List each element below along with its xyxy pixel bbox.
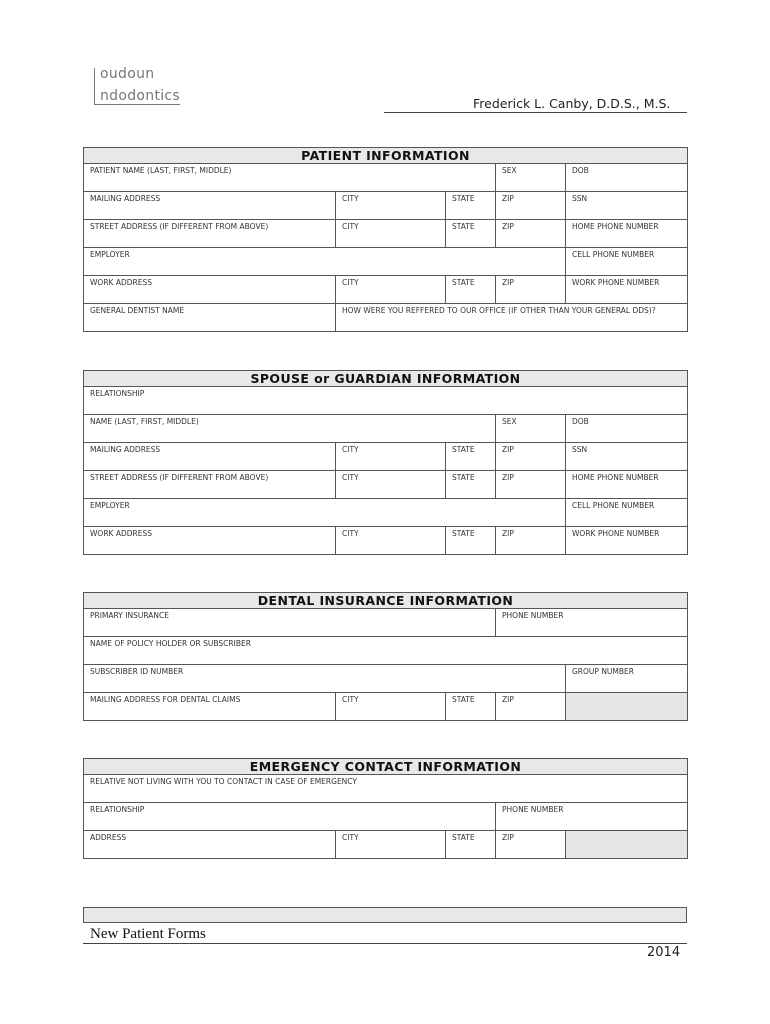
spouse-cell-phone-field[interactable]: CELL PHONE NUMBER bbox=[566, 499, 688, 527]
insurance-phone-field[interactable]: PHONE NUMBER bbox=[496, 609, 688, 637]
emergency-address-field[interactable]: ADDRESS bbox=[84, 831, 336, 859]
spouse-street-state-field[interactable]: STATE bbox=[446, 471, 496, 499]
general-dentist-field[interactable]: GENERAL DENTIST NAME bbox=[84, 304, 336, 332]
patient-street-address-field[interactable]: STREET ADDRESS (IF DIFFERENT FROM ABOVE) bbox=[84, 220, 336, 248]
spouse-relationship-field[interactable]: RELATIONSHIP bbox=[84, 387, 688, 415]
patient-street-zip-field[interactable]: ZIP bbox=[496, 220, 566, 248]
emergency-relative-field[interactable]: RELATIVE NOT LIVING WITH YOU TO CONTACT IN CASE OF EMERGENCY bbox=[84, 775, 688, 803]
section-title-insurance: DENTAL INSURANCE INFORMATION bbox=[84, 593, 688, 609]
primary-insurance-field[interactable]: PRIMARY INSURANCE bbox=[84, 609, 496, 637]
spouse-street-zip-field[interactable]: ZIP bbox=[496, 471, 566, 499]
spouse-work-zip-field[interactable]: ZIP bbox=[496, 527, 566, 555]
spouse-work-city-field[interactable]: CITY bbox=[336, 527, 446, 555]
spouse-guardian-table bbox=[83, 370, 688, 555]
logo-horizontal-bar bbox=[94, 104, 180, 105]
shaded-cell bbox=[566, 831, 688, 859]
dental-insurance-table bbox=[83, 592, 688, 721]
logo-vertical-bar bbox=[94, 68, 95, 104]
patient-work-phone-field[interactable]: WORK PHONE NUMBER bbox=[566, 276, 688, 304]
patient-home-phone-field[interactable]: HOME PHONE NUMBER bbox=[566, 220, 688, 248]
header-rule bbox=[384, 112, 687, 113]
subscriber-id-field[interactable]: SUBSCRIBER ID NUMBER bbox=[84, 665, 566, 693]
group-number-field[interactable]: GROUP NUMBER bbox=[566, 665, 688, 693]
spouse-ssn-field[interactable]: SSN bbox=[566, 443, 688, 471]
emergency-state-field[interactable]: STATE bbox=[446, 831, 496, 859]
logo-text-line1: oudoun bbox=[100, 66, 155, 82]
section-title-emergency: EMERGENCY CONTACT INFORMATION bbox=[84, 759, 688, 775]
patient-street-state-field[interactable]: STATE bbox=[446, 220, 496, 248]
spouse-employer-field[interactable]: EMPLOYER bbox=[84, 499, 566, 527]
emergency-relationship-field[interactable]: RELATIONSHIP bbox=[84, 803, 496, 831]
logo bbox=[92, 66, 202, 108]
spouse-dob-field[interactable]: DOB bbox=[566, 415, 688, 443]
logo-text-line2: ndodontics bbox=[100, 88, 181, 104]
shaded-cell bbox=[566, 693, 688, 721]
doctor-name: Frederick L. Canby, D.D.S., M.S. bbox=[473, 96, 671, 111]
patient-city-field[interactable]: CITY bbox=[336, 192, 446, 220]
spouse-city-field[interactable]: CITY bbox=[336, 443, 446, 471]
emergency-zip-field[interactable]: ZIP bbox=[496, 831, 566, 859]
footer-year: 2014 bbox=[647, 945, 681, 960]
footer-rule bbox=[83, 943, 687, 944]
spouse-work-address-field[interactable]: WORK ADDRESS bbox=[84, 527, 336, 555]
patient-sex-field[interactable]: SEX bbox=[496, 164, 566, 192]
spouse-state-field[interactable]: STATE bbox=[446, 443, 496, 471]
spouse-name-field[interactable]: NAME (LAST, FIRST, MIDDLE) bbox=[84, 415, 496, 443]
emergency-phone-field[interactable]: PHONE NUMBER bbox=[496, 803, 688, 831]
claims-state-field[interactable]: STATE bbox=[446, 693, 496, 721]
spouse-street-city-field[interactable]: CITY bbox=[336, 471, 446, 499]
patient-name-field[interactable]: PATIENT NAME (LAST, FIRST, MIDDLE) bbox=[84, 164, 496, 192]
section-title-patient: PATIENT INFORMATION bbox=[84, 148, 688, 164]
patient-dob-field[interactable]: DOB bbox=[566, 164, 688, 192]
emergency-city-field[interactable]: CITY bbox=[336, 831, 446, 859]
patient-mailing-address-field[interactable]: MAILING ADDRESS bbox=[84, 192, 336, 220]
spouse-street-address-field[interactable]: STREET ADDRESS (IF DIFFERENT FROM ABOVE) bbox=[84, 471, 336, 499]
footer-title: New Patient Forms bbox=[90, 926, 206, 942]
spouse-zip-field[interactable]: ZIP bbox=[496, 443, 566, 471]
patient-ssn-field[interactable]: SSN bbox=[566, 192, 688, 220]
emergency-contact-table bbox=[83, 758, 688, 859]
patient-zip-field[interactable]: ZIP bbox=[496, 192, 566, 220]
section-title-spouse: SPOUSE or GUARDIAN INFORMATION bbox=[84, 371, 688, 387]
claims-city-field[interactable]: CITY bbox=[336, 693, 446, 721]
referral-source-field[interactable]: HOW WERE YOU REFFERED TO OUR OFFICE (IF OTHER THAN YOUR GENERAL DDS)? bbox=[336, 304, 688, 332]
spouse-mailing-address-field[interactable]: MAILING ADDRESS bbox=[84, 443, 336, 471]
footer-shaded-bar bbox=[83, 907, 687, 923]
patient-street-city-field[interactable]: CITY bbox=[336, 220, 446, 248]
claims-zip-field[interactable]: ZIP bbox=[496, 693, 566, 721]
spouse-work-phone-field[interactable]: WORK PHONE NUMBER bbox=[566, 527, 688, 555]
spouse-sex-field[interactable]: SEX bbox=[496, 415, 566, 443]
patient-employer-field[interactable]: EMPLOYER bbox=[84, 248, 566, 276]
patient-information-table bbox=[83, 147, 688, 332]
patient-work-zip-field[interactable]: ZIP bbox=[496, 276, 566, 304]
spouse-home-phone-field[interactable]: HOME PHONE NUMBER bbox=[566, 471, 688, 499]
spouse-work-state-field[interactable]: STATE bbox=[446, 527, 496, 555]
patient-work-address-field[interactable]: WORK ADDRESS bbox=[84, 276, 336, 304]
patient-work-state-field[interactable]: STATE bbox=[446, 276, 496, 304]
policy-holder-field[interactable]: NAME OF POLICY HOLDER OR SUBSCRIBER bbox=[84, 637, 688, 665]
patient-work-city-field[interactable]: CITY bbox=[336, 276, 446, 304]
patient-state-field[interactable]: STATE bbox=[446, 192, 496, 220]
patient-cell-phone-field[interactable]: CELL PHONE NUMBER bbox=[566, 248, 688, 276]
claims-mailing-address-field[interactable]: MAILING ADDRESS FOR DENTAL CLAIMS bbox=[84, 693, 336, 721]
